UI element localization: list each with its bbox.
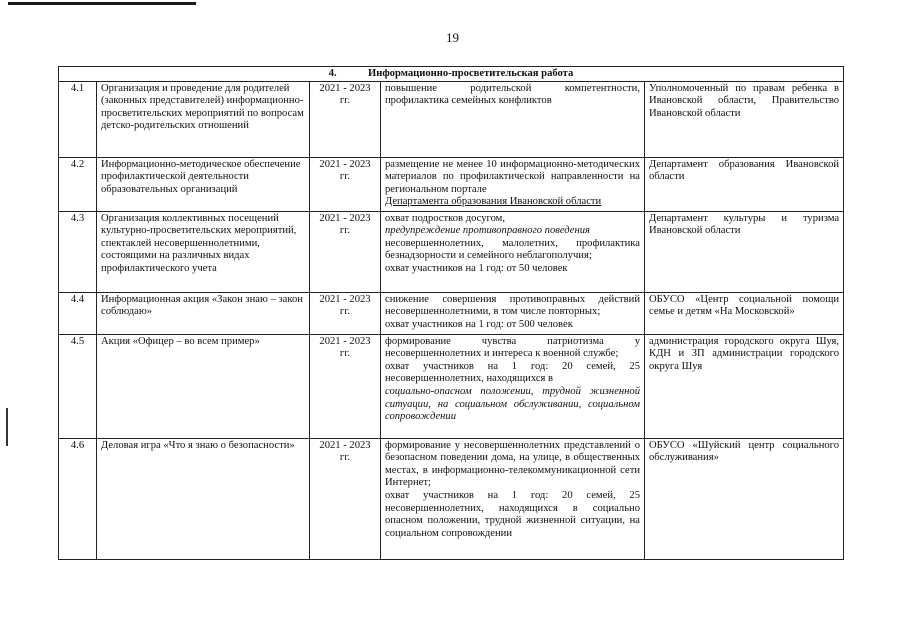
table-row [59,292,844,334]
result-line: формирование чувства патриотизма у несовершеннолетних и интереса к военной службе; [385,335,640,360]
section-header-row [59,67,844,82]
event-name: Акция «Офицер – во всем пример» [97,334,310,438]
section-number: 4. [328,68,337,79]
page-number: 19 [446,30,459,45]
section-title-cell [59,67,844,82]
event-name: Информационная акция «Закон знаю – закон соблюдаю» [97,292,310,334]
event-term: 2021 - 2023 гг. [310,334,381,438]
row-number: 4.4 [59,292,97,334]
event-term: 2021 - 2023 гг. [310,438,381,559]
responsible-party: Департамент образования Ивановской области [645,157,844,211]
section-title: Информационно-просветительская работа [368,68,574,79]
result-line-italic: социально-опасном положении, трудной жизненной ситуации, на социальном обслуживании, социальном сопровождении [385,385,640,423]
result-line: охват подростков досугом, [385,212,506,224]
table-row [59,157,844,211]
table-row [59,211,844,292]
row-number: 4.6 [59,438,97,559]
expected-result [381,334,645,438]
result-line: охват участников на 1 год: от 500 человек [385,318,573,330]
responsible-party: Департамент культуры и туризма Ивановской области [645,211,844,292]
top-rule [8,2,196,5]
result-line: снижение совершения противоправных действий несовершеннолетними, в том числе повторных; [385,293,640,318]
result-line: размещение не менее 10 информационно-методических материалов по профилактической направленности на региональном портале [385,158,640,195]
responsible-party: ОБУСО «Центр социальной помощи семье и детям «На Московской» [645,292,844,334]
event-term: 2021 - 2023 гг. [310,157,381,211]
result-line: формирование у несовершеннолетних представлений о безопасном поведении дома, на улице, в общественных местах, в информационно-телекоммуникационной сети Интернет; [385,439,640,489]
expected-result [381,438,645,559]
event-name: Организация и проведение для родителей (законных представителей) информационно-просветительских мероприятий по вопросам детско-родительских отношений [97,81,310,157]
event-name: Организация коллективных посещений культурно-просветительских мероприятий, спектаклей несовершеннолетними, состоящими на различных видах профилактического учета [97,211,310,292]
result-line-italic: предупреждение противоправного поведения [385,225,590,237]
plan-table [58,66,844,560]
event-name: Информационно-методическое обеспечение профилактической деятельности образовательных организаций [97,157,310,211]
result-line: повышение родительской компетентности, профилактика семейных конфликтов [385,82,640,107]
responsible-party: Уполномоченный по правам ребенка в Ивановской области, Правительство Ивановской области [645,81,844,157]
table-row [59,334,844,438]
event-name: Деловая игра «Что я знаю о безопасности» [97,438,310,559]
row-number: 4.2 [59,157,97,211]
result-line: несовершеннолетних, малолетних, профилактика безнадзорности и семейного неблагополучия; [385,237,640,262]
expected-result [381,211,645,292]
row-number: 4.1 [59,81,97,157]
event-term: 2021 - 2023 гг. [310,292,381,334]
row-number: 4.5 [59,334,97,438]
scan-mark [6,408,8,446]
expected-result [381,81,645,157]
table-row [59,81,844,157]
responsible-party: администрация городского округа Шуя, КДН и ЗП администрации городского округа Шуя [645,334,844,438]
expected-result [381,292,645,334]
result-line-underlined: Департамента образования Ивановской области [385,196,602,208]
expected-result [381,157,645,211]
result-line: охват участников на 1 год: 20 семей, 25 несовершеннолетних, находящихся в социально опасном положении, трудной жизненной ситуации, на социальном сопровождении [385,489,640,539]
responsible-party: ОБУСО «Шуйский центр социального обслуживания» [645,438,844,559]
result-line: охват участников на 1 год: от 50 человек [385,262,568,274]
row-number: 4.3 [59,211,97,292]
event-term: 2021 - 2023 гг. [310,81,381,157]
event-term: 2021 - 2023 гг. [310,211,381,292]
result-line: охват участников на 1 год: 20 семей, 25 несовершеннолетних, находящихся в [385,360,640,385]
table-row [59,438,844,559]
